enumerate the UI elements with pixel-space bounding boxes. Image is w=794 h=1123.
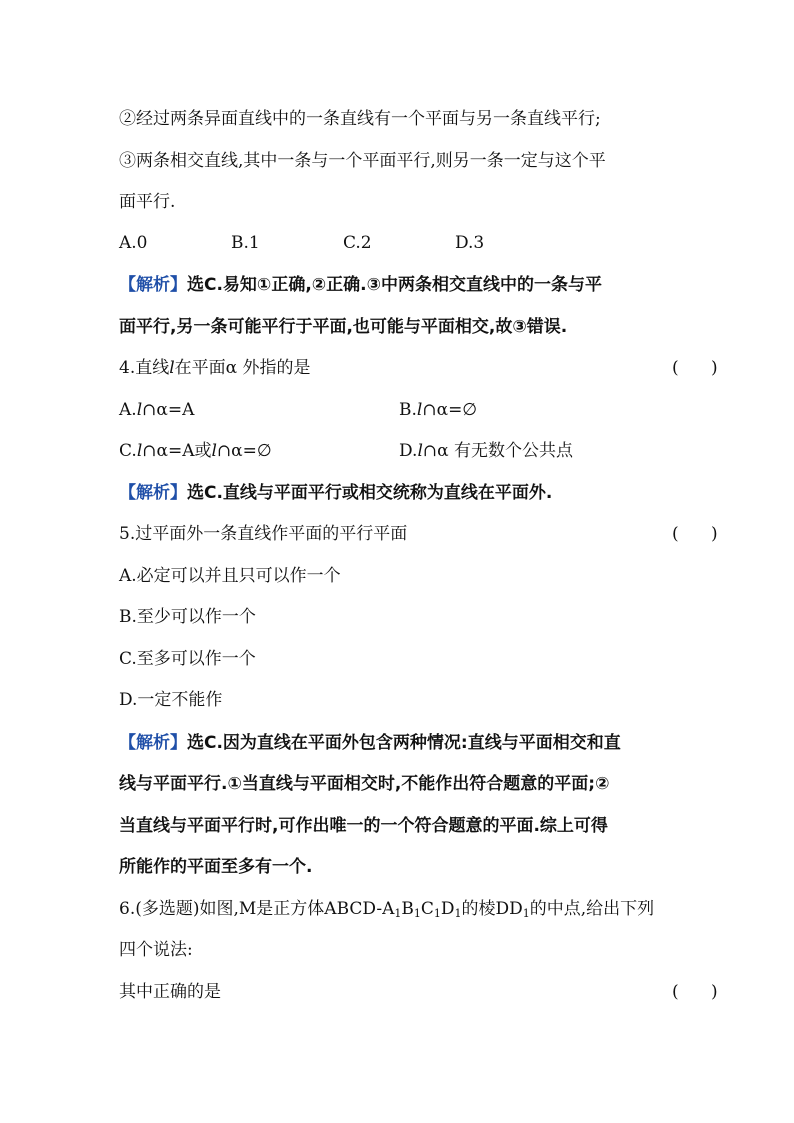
q5-analysis-line-1	[119, 731, 621, 755]
q6-sub-c1: 1	[433, 907, 441, 920]
q4-stem	[119, 356, 311, 380]
q4-var-l: l	[169, 358, 175, 378]
q4-option-a	[119, 398, 194, 422]
prev-option-c: C.2	[343, 233, 372, 253]
q5-analysis-line-4: 所能作的平面至多有一个.	[119, 857, 313, 877]
q5-option-d: D.一定不能作	[119, 690, 223, 710]
q6-sub-a1: 1	[394, 907, 402, 920]
q4-opt-c-text: ∩α=∅	[216, 441, 272, 461]
q6-stem-line-2: 四个说法:	[119, 940, 193, 960]
q6-stem-line-3: 其中正确的是	[119, 982, 221, 1002]
q4-opt-c-mid: ∩α=A或	[142, 441, 212, 461]
q4-opt-a-label: A.	[119, 400, 137, 420]
q4-opt-b-var: l	[416, 400, 423, 420]
q5-analysis-text: 选C.因为直线在平面外包含两种情况:直线与平面相交和直	[187, 733, 621, 753]
q6-stem-e: 的棱DD	[461, 899, 523, 919]
prev-option-b: B.1	[231, 233, 260, 253]
q4-option-b	[399, 398, 477, 422]
q4-opt-c-label: C.	[119, 441, 137, 461]
q4-opt-d-var: l	[417, 441, 423, 461]
prev-option-d: D.3	[455, 233, 485, 253]
q4-opt-b-label: B.	[399, 400, 417, 420]
q6-stem-b: B	[401, 899, 414, 919]
q4-opt-b-text: ∩α=∅	[422, 400, 478, 420]
q6-stem-a: 6.(多选题)如图,M是正方体ABCD-A	[119, 899, 395, 919]
q4-opt-a-var: l	[136, 400, 143, 420]
q6-answer-blank: ( )	[672, 982, 718, 1002]
q4-opt-d-label: D.	[399, 441, 418, 461]
q6-sub-b1: 1	[413, 907, 421, 920]
q4-opt-c-var1: l	[136, 441, 143, 461]
q4-answer-blank: ( )	[672, 358, 718, 378]
statement-2: ②经过两条异面直线中的一条直线有一个平面与另一条直线平行;	[119, 109, 601, 129]
analysis-tag: 【解析】	[119, 733, 187, 753]
analysis-tag: 【解析】	[119, 275, 187, 295]
q5-option-c: C.至多可以作一个	[119, 649, 256, 669]
q5-stem: 5.过平面外一条直线作平面的平行平面	[119, 524, 408, 544]
q5-option-b: B.至少可以作一个	[119, 607, 256, 627]
q4-option-d	[399, 439, 573, 463]
prev-analysis-line-2: 面平行,另一条可能平行于平面,也可能与平面相交,故③错误.	[119, 317, 568, 337]
q4-opt-c-var2: l	[211, 441, 217, 461]
q4-opt-a-text: ∩α=A	[142, 400, 195, 420]
q5-answer-blank: ( )	[672, 524, 718, 544]
q4-analysis-text: 选C.直线与平面平行或相交统称为直线在平面外.	[187, 483, 553, 503]
q6-sub-dd1: 1	[522, 907, 530, 920]
statement-3-line-2: 面平行.	[119, 192, 176, 212]
prev-analysis-line-1	[119, 273, 602, 297]
q5-analysis-line-2: 线与平面平行.①当直线与平面相交时,不能作出符合题意的平面;②	[119, 774, 610, 794]
q6-sub-d1: 1	[454, 907, 462, 920]
q5-option-a: A.必定可以并且只可以作一个	[119, 566, 341, 586]
q4-suffix: 在平面α 外指的是	[174, 358, 311, 378]
analysis-tag: 【解析】	[119, 483, 187, 503]
prev-analysis-text: 选C.易知①正确,②正确.③中两条相交直线中的一条与平	[187, 275, 603, 295]
prev-option-a: A.0	[119, 233, 148, 253]
q4-opt-d-text: ∩α 有无数个公共点	[422, 441, 574, 461]
q6-stem-f: 的中点,给出下列	[529, 899, 655, 919]
q4-analysis	[119, 481, 552, 505]
q4-option-c	[119, 439, 272, 463]
q6-stem-line-1	[119, 897, 654, 921]
statement-3-line-1: ③两条相交直线,其中一条与一个平面平行,则另一条一定与这个平	[119, 151, 606, 171]
q6-stem-d: D	[440, 899, 455, 919]
q5-analysis-line-3: 当直线与平面平行时,可作出唯一的一个符合题意的平面.综上可得	[119, 816, 608, 836]
q4-prefix: 4.直线	[119, 358, 170, 378]
q6-stem-c: C	[420, 899, 434, 919]
